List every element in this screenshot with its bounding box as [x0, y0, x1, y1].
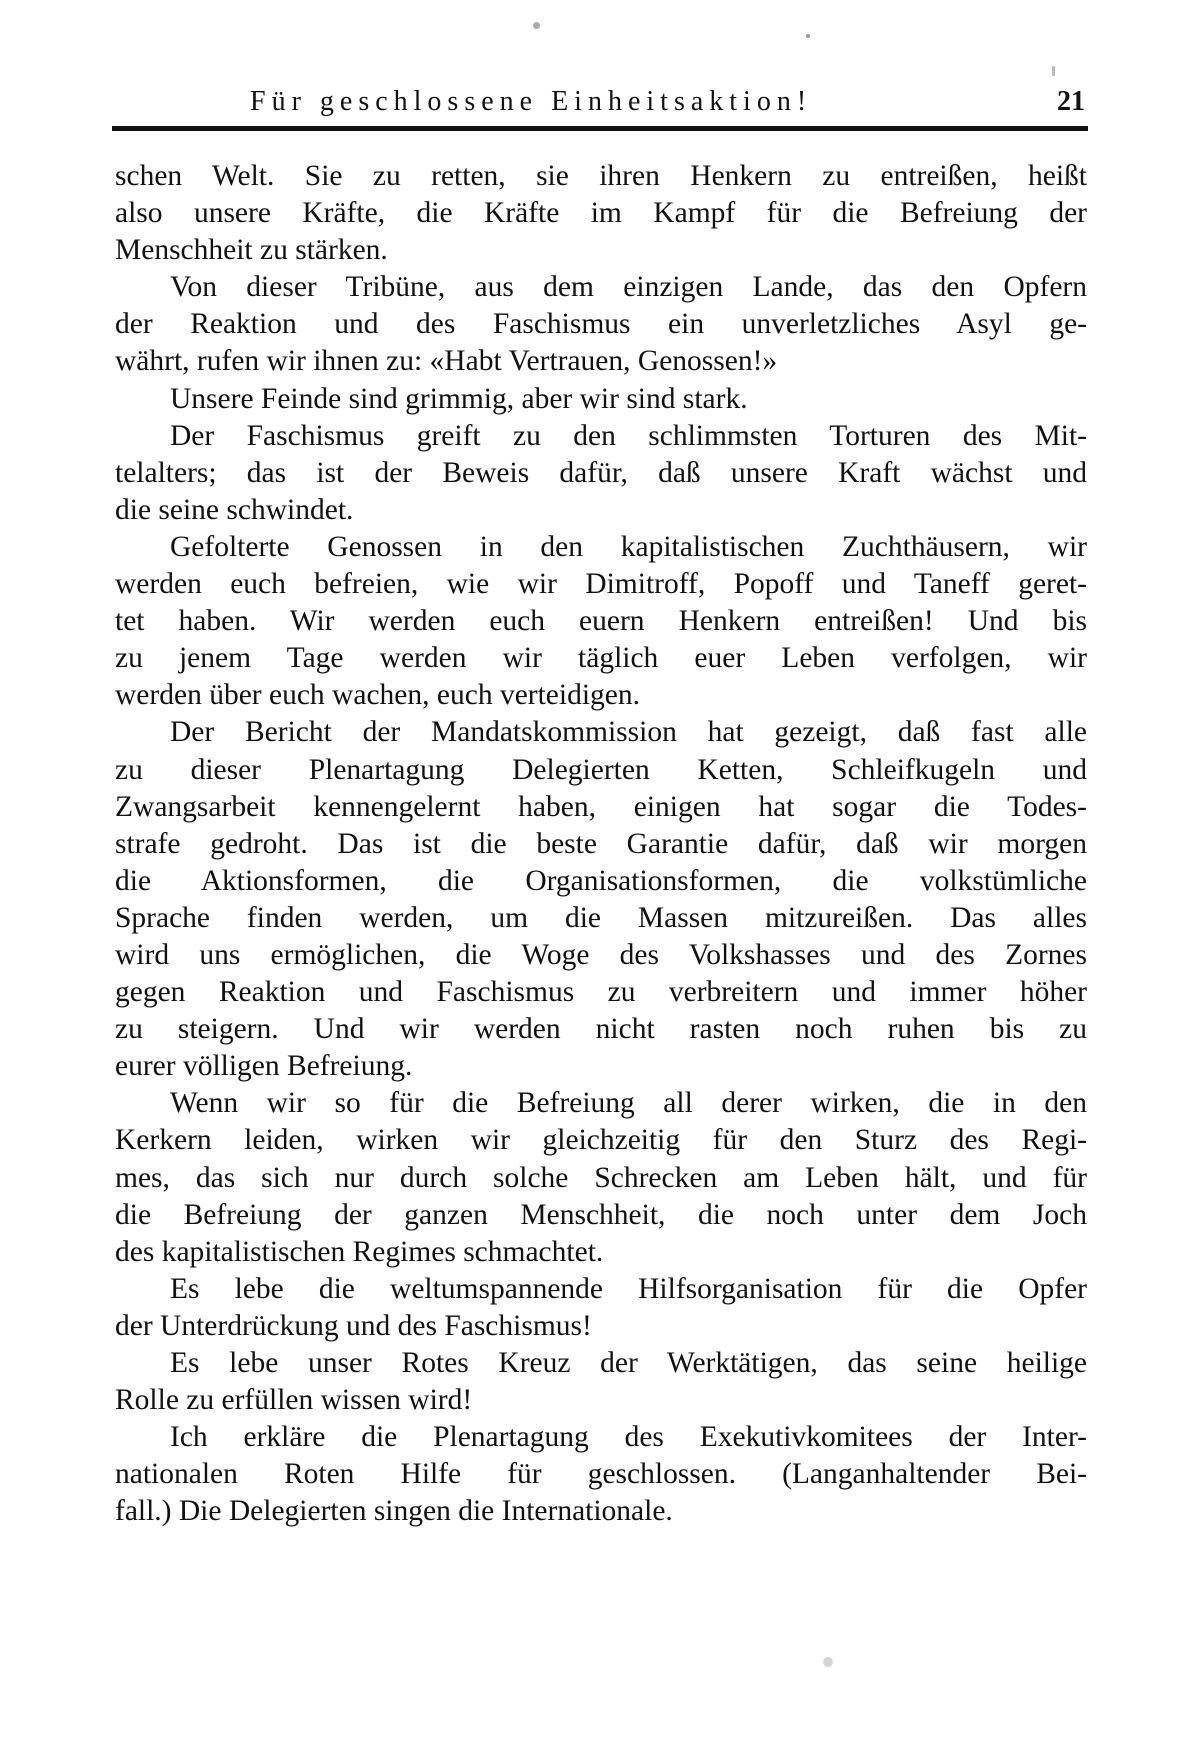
- page-number: 21: [1057, 86, 1085, 117]
- text-line: zu steigern. Und wir werden nicht rasten noch ruhen bis zu: [115, 1013, 1087, 1046]
- text-line: Kerkern leiden, wirken wir gleichzeitig für den Sturz des Regi-: [115, 1124, 1087, 1157]
- text-line: des kapitalistischen Regimes schmachtet.: [115, 1235, 604, 1268]
- text-line: fall.) Die Delegierten singen die Internationale.: [115, 1495, 673, 1528]
- paragraph: [115, 158, 1087, 269]
- text-line: die Aktionsformen, die Organisationsformen, die volkstümliche: [115, 864, 1087, 897]
- text-line: der Unterdrückung und des Faschismus!: [115, 1309, 592, 1342]
- text-line: der Reaktion und des Faschismus ein unverletzliches Asyl ge-: [115, 308, 1087, 341]
- text-line: mes, das sich nur durch solche Schrecken am Leben hält, und für: [115, 1161, 1087, 1194]
- text-line: Rolle zu erfüllen wissen wird!: [115, 1384, 473, 1417]
- text-line: Von dieser Tribüne, aus dem einzigen Lande, das den Opfern: [170, 271, 1087, 304]
- paragraph: [115, 418, 1087, 529]
- speck: [823, 1657, 833, 1667]
- paragraph: [115, 1419, 1087, 1530]
- paragraph: [115, 381, 1087, 418]
- text-line: Unsere Feinde sind grimmig, aber wir sind stark.: [170, 382, 748, 415]
- text-line: wird uns ermöglichen, die Woge des Volkshasses und des Zornes: [115, 938, 1087, 971]
- text-line: Ich erkläre die Plenartagung des Exekutivkomitees der Inter-: [170, 1421, 1087, 1454]
- text-line: währt, rufen wir ihnen zu: «Habt Vertrauen, Genossen!»: [115, 345, 778, 378]
- text-line: telalters; das ist der Beweis dafür, daß unsere Kraft wächst und: [115, 456, 1087, 489]
- text-line: Der Faschismus greift zu den schlimmsten Torturen des Mit-: [170, 419, 1087, 452]
- text-line: Der Bericht der Mandatskommission hat gezeigt, daß fast alle: [170, 716, 1087, 749]
- text-line: zu jenem Tage werden wir täglich euer Leben verfolgen, wir: [115, 642, 1087, 675]
- text-line: Menschheit zu stärken.: [115, 234, 388, 267]
- body-text: [115, 158, 1087, 1530]
- text-line: also unsere Kräfte, die Kräfte im Kampf für die Befreiung der: [115, 197, 1087, 230]
- speck: [1052, 66, 1055, 76]
- running-title: Für geschlossene Einheitsaktion!: [250, 86, 813, 117]
- text-line: strafe gedroht. Das ist die beste Garantie dafür, daß wir morgen: [115, 827, 1087, 860]
- text-line: eurer völligen Befreiung.: [115, 1050, 413, 1083]
- text-line: gegen Reaktion und Faschismus zu verbreitern und immer höher: [115, 976, 1087, 1009]
- paragraph: [115, 1085, 1087, 1270]
- text-line: Wenn wir so für die Befreiung all derer wirken, die in den: [170, 1087, 1087, 1120]
- speck: [806, 34, 810, 38]
- text-line: nationalen Roten Hilfe für geschlossen. (Langanhaltender Bei-: [115, 1458, 1087, 1491]
- paragraph: [115, 1271, 1087, 1345]
- text-line: Zwangsarbeit kennengelernt haben, einigen hat sogar die Todes-: [115, 790, 1087, 823]
- paragraph: [115, 269, 1087, 380]
- running-head: [115, 82, 1085, 122]
- speck: [533, 22, 540, 29]
- text-line: werden euch befreien, wie wir Dimitroff, Popoff und Taneff geret-: [115, 568, 1087, 601]
- paragraph: [115, 1345, 1087, 1419]
- text-line: die seine schwindet.: [115, 493, 354, 526]
- paragraph: [115, 714, 1087, 1085]
- paragraph: [115, 529, 1087, 714]
- header-rule: [112, 126, 1088, 131]
- text-line: die Befreiung der ganzen Menschheit, die noch unter dem Joch: [115, 1198, 1087, 1231]
- text-line: Es lebe unser Rotes Kreuz der Werktätigen, das seine heilige: [170, 1347, 1087, 1379]
- text-line: schen Welt. Sie zu retten, sie ihren Henkern zu entreißen, heißt: [115, 160, 1087, 192]
- text-line: zu dieser Plenartagung Delegierten Ketten, Schleifkugeln und: [115, 753, 1087, 786]
- text-line: Es lebe die weltumspannende Hilfsorganisation für die Opfer: [170, 1272, 1087, 1305]
- text-line: Sprache finden werden, um die Massen mitzureißen. Das alles: [115, 901, 1087, 934]
- text-line: werden über euch wachen, euch verteidigen.: [115, 679, 641, 712]
- text-line: Gefolterte Genossen in den kapitalistischen Zuchthäusern, wir: [170, 530, 1087, 563]
- text-line: tet haben. Wir werden euch euern Henkern entreißen! Und bis: [115, 605, 1087, 638]
